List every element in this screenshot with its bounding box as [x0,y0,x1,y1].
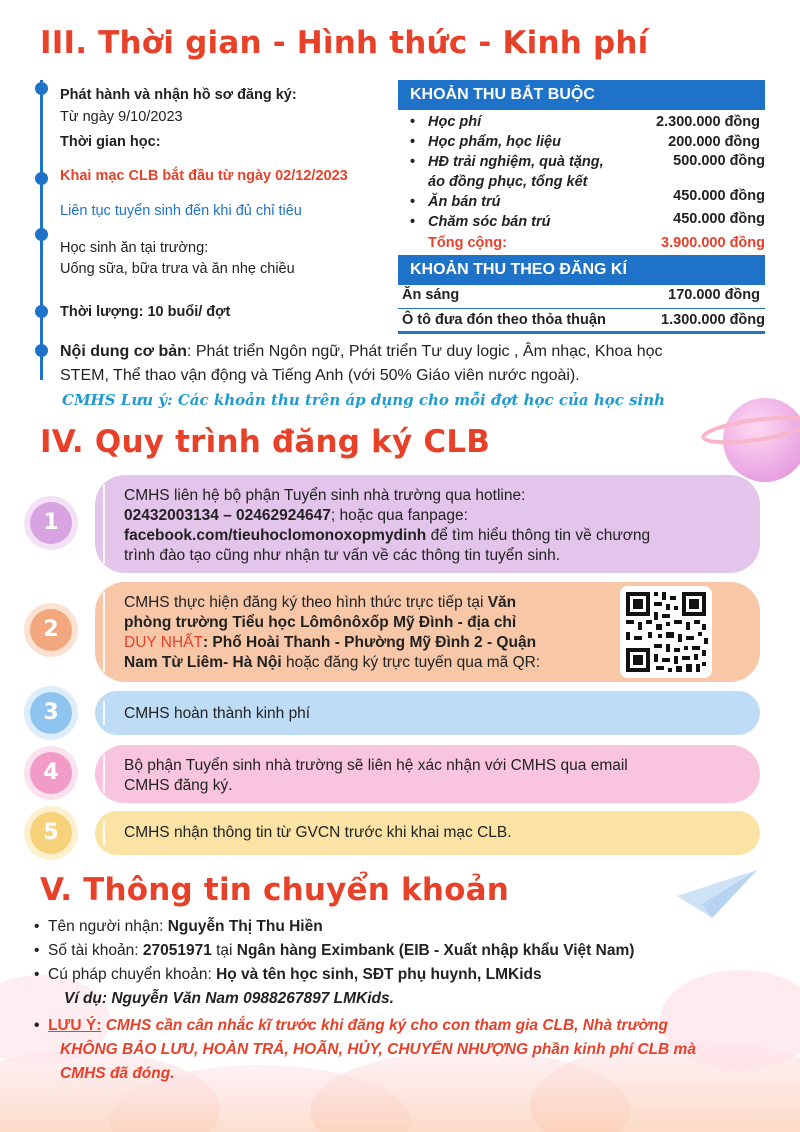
fee-item-amount: 450.000 đồng [673,188,765,204]
warning-text-3: CMHS đã đóng. [60,1065,175,1082]
syntax-line: • Cú pháp chuyển khoản: Họ và tên học sinh, SĐT phụ huynh, LMKids [34,966,542,983]
section-4-title: IV. Quy trình đăng ký CLB [40,424,491,460]
step-5-number: 5 [30,812,72,854]
step-4-text [124,756,744,796]
step-1-text [124,486,744,566]
fee-item-name: Học phí [428,114,482,130]
syntax-label: Cú pháp chuyển khoản: [48,966,217,983]
optional-item-name: Ô tô đưa đón theo thỏa thuận [402,312,606,328]
fanpage-link[interactable]: facebook.com/tieuhoclomonoxopmydinh [124,527,427,544]
meals-line-1: Học sinh ăn tại trường: [60,240,209,256]
issue-label: Phát hành và nhận hồ sơ đăng ký: [60,87,297,103]
syntax-value: Họ và tên học sinh, SĐT phụ huynh, LMKids [216,966,542,983]
step-2-text-f: Nam Từ Liêm- Hà Nội [124,654,282,671]
fee-item-name: Học phẩm, học liệu [428,134,561,150]
step-1-text-c: để tìm hiểu thông tin về chương [426,527,651,544]
warning-label: LƯU Ý: [48,1017,102,1034]
fee-item-amount: 2.300.000 đồng [656,114,760,130]
issue-value: Từ ngày 9/10/2023 [60,109,183,125]
paper-plane-icon [672,868,762,928]
step-1-text-d: trình đào tạo cũng như nhận tư vấn về các thông tin tuyển sinh. [124,547,561,564]
fee-item: • Học phẩm, học liệu [410,134,561,150]
fee-item: • HĐ trải nghiệm, quà tặng, áo đồng phục, tổng kết [410,154,604,190]
account-line: • Số tài khoản: 27051971 tại Ngân hàng Eximbank (EIB - Xuất nhập khẩu Việt Nam) [34,942,635,959]
opening-date: Khai mạc CLB bắt đầu từ ngày 02/12/2023 [60,168,348,184]
step-4-number: 4 [30,752,72,794]
step-1-text-b: ; hoặc qua fanpage: [330,507,468,524]
recipient-name: Nguyễn Thị Thu Hiền [167,918,323,935]
content-text: : Phát triển Ngôn ngữ, Phát triển Tư duy logic , Âm nhạc, Khoa học [186,343,663,360]
timeline-dot [35,228,48,241]
fee-item-name-2: áo đồng phục, tổng kết [428,174,588,190]
divider [398,308,765,309]
step-4-text-a: Bộ phận Tuyển sinh nhà trường sẽ liên hệ xác nhận với CMHS qua email [124,757,628,774]
fee-item-amount: 500.000 đồng [673,153,765,169]
fee-item-name: Chăm sóc bán trú [428,214,551,230]
recipient-label: Tên người nhận: [48,918,168,935]
meals-line-2: Uống sữa, bữa trưa và ăn nhẹ chiều [60,261,295,277]
study-time-label: Thời gian học: [60,134,161,150]
mandatory-fees-header: KHOẢN THU BẮT BUỘC [398,80,765,110]
total-label: Tổng cộng: [428,235,507,251]
step-5-text: CMHS nhận thông tin từ GVCN trước khi khai mạc CLB. [124,824,512,841]
timeline-dot [35,305,48,318]
fee-item-name: Ăn bán trú [428,194,501,210]
fee-item-amount: 200.000 đồng [668,134,760,150]
step-3-number: 3 [30,692,72,734]
qr-code[interactable] [620,586,712,678]
fee-item-amount: 450.000 đồng [673,211,765,227]
step-2-text-c: phòng trường Tiểu học Lômônôxốp Mỹ Đình - địa chỉ [124,614,517,631]
content-label: Nội dung cơ bản [60,343,187,360]
step-1-text-a: CMHS liên hệ bộ phận Tuyển sinh nhà trường qua hotline: [124,487,526,504]
example-line: Ví dụ: Nguyễn Văn Nam 0988267897 LMKids. [64,990,394,1007]
optional-fees-header: KHOẢN THU THEO ĐĂNG KÍ [398,255,765,285]
fee-item: • Ăn bán trú [410,194,501,210]
content-paragraph [60,340,780,388]
step-3-text: CMHS hoàn thành kinh phí [124,705,311,722]
step-1-number: 1 [30,502,72,544]
step-2-number: 2 [30,609,72,651]
duration: Thời lượng: 10 buổi/ đợt [60,304,231,320]
timeline-dot [35,82,48,95]
bank-pre: tại [211,942,237,959]
warning-text-2: KHÔNG BẢO LƯU, HOÀN TRẢ, HOÃN, HỦY, CHUYỂN NHƯỢNG phần kinh phí CLB mà [60,1041,696,1058]
step-2-text-g: hoặc đăng ký trực tuyến qua mã QR: [281,654,541,671]
fee-item-name: HĐ trải nghiệm, quà tặng, [428,154,604,170]
step-2-text-e: : Phố Hoài Thanh - Phường Mỹ Đình 2 - Quận [202,634,537,651]
fee-item: • Học phí [410,114,482,130]
fee-note: CMHS Lưu ý: Các khoản thu trên áp dụng cho mỗi đợt học của học sinh [62,391,666,409]
step-2-text-a: CMHS thực hiện đăng ký theo hình thức trực tiếp tại [124,594,488,611]
step-4-text-b: CMHS đăng ký. [124,777,233,794]
step-2-text-b: Văn [487,594,517,611]
optional-item-amount: 170.000 đồng [668,287,760,303]
warning-paragraph: • LƯU Ý: CMHS cần cân nhắc kĩ trước khi đăng ký cho con tham gia CLB, Nhà trường KHÔNG BẢO LƯU, HOÀN TRẢ, HOÃN, HỦY, CHUYỂN NHƯỢNG phần kinh phí CLB mà CMHS đã đóng. [34,1017,696,1082]
section-3-title: III. Thời gian - Hình thức - Kinh phí [40,25,649,61]
section-5-title: V. Thông tin chuyển khoản [40,872,510,908]
warning-text-1: CMHS cần cân nhắc kĩ trước khi đăng ký cho con tham gia CLB, Nhà trường [101,1017,668,1034]
timeline-dot [35,172,48,185]
recipient-line: • Tên người nhận: Nguyễn Thị Thu Hiền [34,918,323,935]
divider [398,331,765,334]
step-2-text [124,593,614,673]
continuous-enrollment: Liên tục tuyển sinh đến khi đủ chỉ tiêu [60,203,302,219]
bank-name: Ngân hàng Eximbank (EIB - Xuất nhập khẩu Việt Nam) [236,942,635,959]
optional-item-amount: 1.300.000 đồng [661,312,765,328]
account-label: Số tài khoản: [48,942,143,959]
timeline-dot [35,344,48,357]
account-number: 27051971 [142,942,212,959]
hotline: 02432003134 – 02462924647 [124,507,331,524]
optional-item-name: Ăn sáng [402,287,460,303]
content-text-2: STEM, Thể thao vận động và Tiếng Anh (với 50% Giáo viên nước ngoài). [60,367,580,384]
step-2-only: DUY NHẤT [124,634,203,651]
fee-item: • Chăm sóc bán trú [410,214,551,230]
total-amount: 3.900.000 đồng [661,235,765,251]
